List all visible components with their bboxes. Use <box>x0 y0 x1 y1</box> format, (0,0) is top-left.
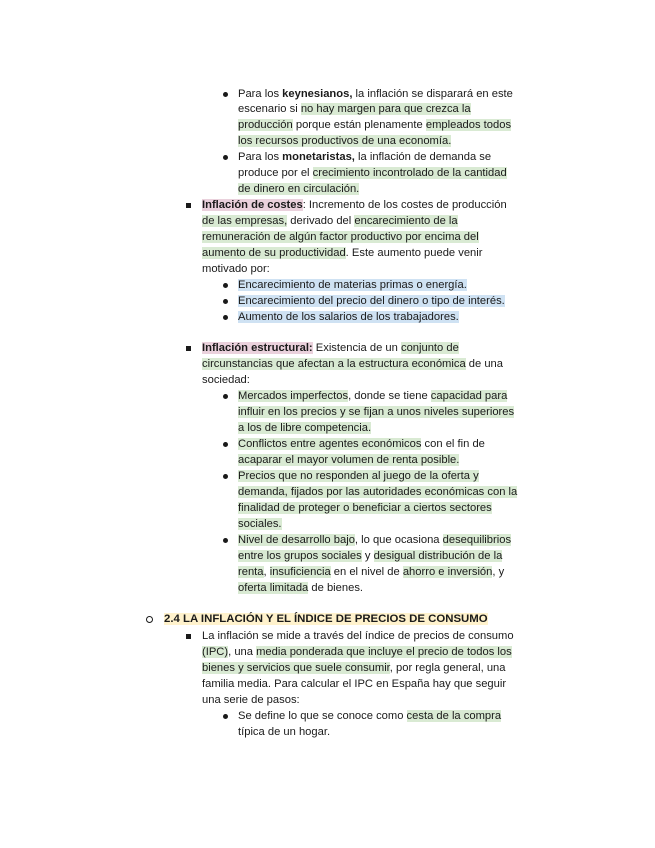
bullet-ipc-step <box>223 714 228 719</box>
estructural-line-2: circunstancias que afectan a la estructura económica de una <box>202 358 503 370</box>
monetaristas-line-3: de dinero en circulación. <box>238 183 360 195</box>
costes-line-2: de las empresas, derivado del encarecimiento de la <box>202 215 458 227</box>
bullet-mercados <box>223 394 228 399</box>
ipc-line-4: familia media. Para calcular el IPC en España hay que seguir <box>202 678 507 690</box>
monetaristas-line-2: produce por el crecimiento incontrolado de la cantidad <box>238 167 507 179</box>
keynesianos-line-3: producción porque están plenamente empleados todos <box>238 119 512 131</box>
conflictos-line-2: acaparar el mayor volumen de renta posible. <box>238 454 460 466</box>
keynesianos-line-1: Para los keynesianos, la inflación se disparará en este <box>238 88 513 100</box>
costes-item-1: Encarecimiento de materias primas o energía. <box>238 279 467 291</box>
costes-item-3: Aumento de los salarios de los trabajadores. <box>238 311 459 323</box>
bullet-costes-item-3 <box>223 315 228 320</box>
nivel-line-1: Nivel de desarrollo bajo, lo que ocasiona desequilibrios <box>238 534 512 546</box>
ipc-line-2: (IPC), una media ponderada que incluye el precio de todos los <box>202 646 512 658</box>
monetaristas-line-1: Para los monetaristas, la inflación de demanda se <box>238 151 492 163</box>
bullet-monetaristas <box>223 155 228 160</box>
costes-line-1: Inflación de costes: Incremento de los costes de producción <box>202 199 507 211</box>
precios-line-2: demanda, fijados por las autoridades económicas con la <box>238 486 518 498</box>
square-bullet-estructural <box>186 346 191 351</box>
nivel-line-4: oferta limitada de bienes. <box>238 582 364 594</box>
precios-line-4: sociales. <box>238 518 282 530</box>
mercados-line-3: a los de libre competencia. <box>238 422 372 434</box>
circle-bullet-section <box>146 616 153 623</box>
ipc-line-3: bienes y servicios que suele consumir, por regla general, una <box>202 662 506 674</box>
ipc-step-line-1: Se define lo que se conoce como cesta de la compra <box>238 710 502 722</box>
section-heading: 2.4 LA INFLACIÓN Y EL ÍNDICE DE PRECIOS DE CONSUMO <box>164 613 488 625</box>
bullet-nivel <box>223 538 228 543</box>
keynesianos-line-4: los recursos productivos de una economía. <box>238 135 452 147</box>
bullet-conflictos <box>223 442 228 447</box>
bullet-precios <box>223 474 228 479</box>
precios-line-1: Precios que no responden al juego de la oferta y <box>238 470 479 482</box>
nivel-line-2: entre los grupos sociales y desigual distribución de la <box>238 550 503 562</box>
bullet-costes-item-2 <box>223 299 228 304</box>
estructural-line-1: Inflación estructural: Existencia de un conjunto de <box>202 342 459 354</box>
conflictos-line-1: Conflictos entre agentes económicos con el fin de <box>238 438 485 450</box>
nivel-line-3: renta, insuficiencia en el nivel de ahorro e inversión, y <box>238 566 505 578</box>
ipc-step-line-2: típica de un hogar. <box>238 726 331 738</box>
precios-line-3: finalidad de proteger o beneficiar a ciertos sectores <box>238 502 492 514</box>
bullet-keynesianos <box>223 92 228 97</box>
ipc-line-1: La inflación se mide a través del índice de precios de consumo <box>202 630 514 642</box>
costes-line-3: remuneración de algún factor productivo por encima del <box>202 231 479 243</box>
estructural-line-3: sociedad: <box>202 374 250 386</box>
square-bullet-ipc <box>186 634 191 639</box>
costes-line-4: aumento de su productividad. Este aumento puede venir <box>202 247 483 259</box>
bullet-costes-item-1 <box>223 283 228 288</box>
costes-line-5: motivado por: <box>202 263 270 275</box>
mercados-line-2: influir en los precios y se fijan a unos niveles superiores <box>238 406 515 418</box>
ipc-line-5: una serie de pasos: <box>202 694 300 706</box>
costes-item-2: Encarecimiento del precio del dinero o tipo de interés. <box>238 295 505 307</box>
square-bullet-costes <box>186 203 191 208</box>
keynesianos-line-2: escenario si no hay margen para que crezca la <box>238 103 471 115</box>
mercados-line-1: Mercados imperfectos, donde se tiene capacidad para <box>238 390 508 402</box>
